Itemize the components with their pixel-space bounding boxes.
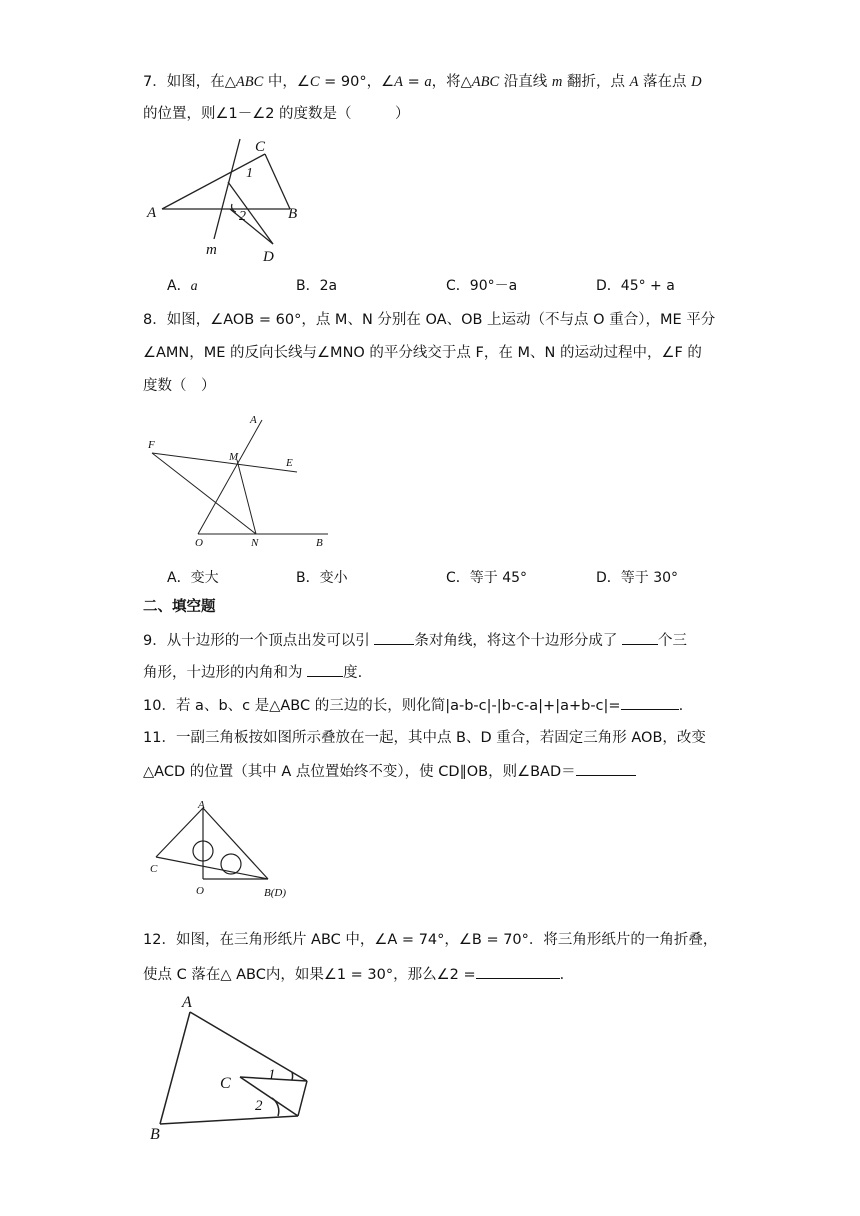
q8-label-N: N [251, 537, 259, 549]
q7-label-1: 1 [246, 166, 253, 181]
q11-blank[interactable] [576, 761, 636, 776]
q12-label-C: C [220, 1075, 231, 1092]
q11-line1: 11．一副三角板按如图所示叠放在一起，其中点 B、D 重合，若固定三角形 AOB，改变 [143, 730, 706, 746]
q9-blank-diagonals[interactable] [374, 630, 414, 645]
q12-segment-B-fold [160, 1116, 298, 1124]
q8-option-a[interactable]: A．变大 [167, 570, 219, 586]
q8-line2: ∠AMN，ME 的反向长线与∠MNO 的平分线交于点 F，在 M、N 的运动过程中，∠F 的 [143, 345, 702, 361]
q11-circle-2 [221, 854, 241, 874]
q8-label-A: A [250, 414, 257, 426]
q12-fold-line [298, 1081, 307, 1116]
q11-figure [140, 796, 300, 906]
q8-number: 8． [143, 312, 167, 328]
q11-label-BD: B(D) [264, 887, 286, 899]
q11-label-A: A [198, 799, 205, 811]
q11-line2: △ACD 的位置（其中 A 点位置始终不变），使 CD∥OB，则∠BAD＝ [143, 761, 636, 782]
q7-line1: 7．如图，在△ABC 中，∠C = 90°，∠A = a，将△ABC 沿直线 m 翻折，点 A 落在点 D [143, 74, 702, 90]
q11-segment-AC [156, 808, 203, 857]
q12-figure [140, 990, 320, 1150]
q8-option-b[interactable]: B．变小 [296, 570, 348, 586]
q12-line2: 使点 C 落在△ ABC内，如果∠1 = 30°，那么∠2 = ． [143, 964, 574, 985]
q12-segment-AB [160, 1012, 190, 1124]
q7-label-B: B [288, 206, 298, 222]
q9-blank-angle-sum[interactable] [307, 662, 343, 677]
section-title-fill-in: 二、填空题 [143, 599, 216, 615]
q8-option-c[interactable]: C．等于 45° [446, 570, 528, 586]
q12-label-1: 1 [268, 1067, 276, 1083]
q7-option-d[interactable]: D．45° + a [596, 278, 675, 294]
q9-line1: 9．从十边形的一个顶点出发可以引 条对角线，将这个十边形分成了 个三 [143, 630, 687, 651]
q8-line-FE [152, 453, 297, 472]
q7-line2: 的位置，则∠1－∠2 的度数是（ ） [143, 106, 410, 122]
q9-number: 9． [143, 633, 167, 649]
q8-label-O: O [195, 537, 203, 549]
q11-label-C: C [150, 863, 158, 875]
q12-label-A: A [182, 994, 192, 1011]
q7-label-2: 2 [239, 209, 246, 224]
q8-label-B: B [316, 537, 323, 549]
q8-ray-OA [198, 420, 262, 534]
q7-label-A: A [147, 205, 157, 221]
q12-segment-A-fold [190, 1012, 307, 1081]
q12-label-B: B [150, 1126, 160, 1143]
q7-label-m: m [206, 242, 217, 258]
q7-segment-AC [162, 154, 265, 209]
q12-angle2-arc [272, 1098, 279, 1116]
q7-label-D: D [263, 249, 274, 265]
q7-segment-CB [265, 154, 290, 209]
q8-label-F: F [148, 439, 155, 451]
q10-line: 10．若 a、b、c 是△ABC 的三边的长，则化简|a-b-c|-|b-c-a|+|a+b-c|= . [143, 695, 683, 716]
q8-option-d[interactable]: D．等于 30° [596, 570, 679, 586]
q10-blank[interactable] [621, 695, 679, 710]
q11-number: 11． [143, 730, 176, 746]
q8-label-E: E [286, 457, 293, 469]
q12-blank[interactable] [476, 964, 560, 979]
q7-option-a[interactable]: A．a [167, 278, 198, 294]
q12-number: 12． [143, 932, 176, 948]
q8-figure [140, 410, 340, 550]
q9-blank-triangles[interactable] [622, 630, 658, 645]
q7-number: 7． [143, 74, 167, 90]
q8-line3: 度数（ ） [143, 378, 216, 394]
q12-line1: 12．如图，在三角形纸片 ABC 中，∠A = 74°，∠B = 70°．将三角形纸片的一角折叠， [143, 932, 718, 948]
q8-line1: 8．如图，∠AOB = 60°，点 M、N 分别在 OA、OB 上运动（不与点 O 重合），ME 平分 [143, 312, 716, 328]
q7-label-C: C [255, 139, 266, 155]
q12-label-2: 2 [255, 1098, 263, 1114]
q7-option-b[interactable]: B．2a [296, 278, 338, 294]
q8-segment-MN [237, 460, 256, 534]
q12-angle1-arc [292, 1072, 293, 1080]
q8-segment-FN [152, 453, 256, 534]
q9-line2: 角形，十边形的内角和为 度. [143, 662, 362, 683]
q7-figure [140, 134, 320, 274]
q10-number: 10． [143, 698, 176, 714]
q11-label-O: O [196, 885, 204, 897]
q8-label-M: M [229, 451, 239, 463]
q7-option-c[interactable]: C．90°－a [446, 278, 518, 294]
q7-line-m [214, 139, 240, 239]
